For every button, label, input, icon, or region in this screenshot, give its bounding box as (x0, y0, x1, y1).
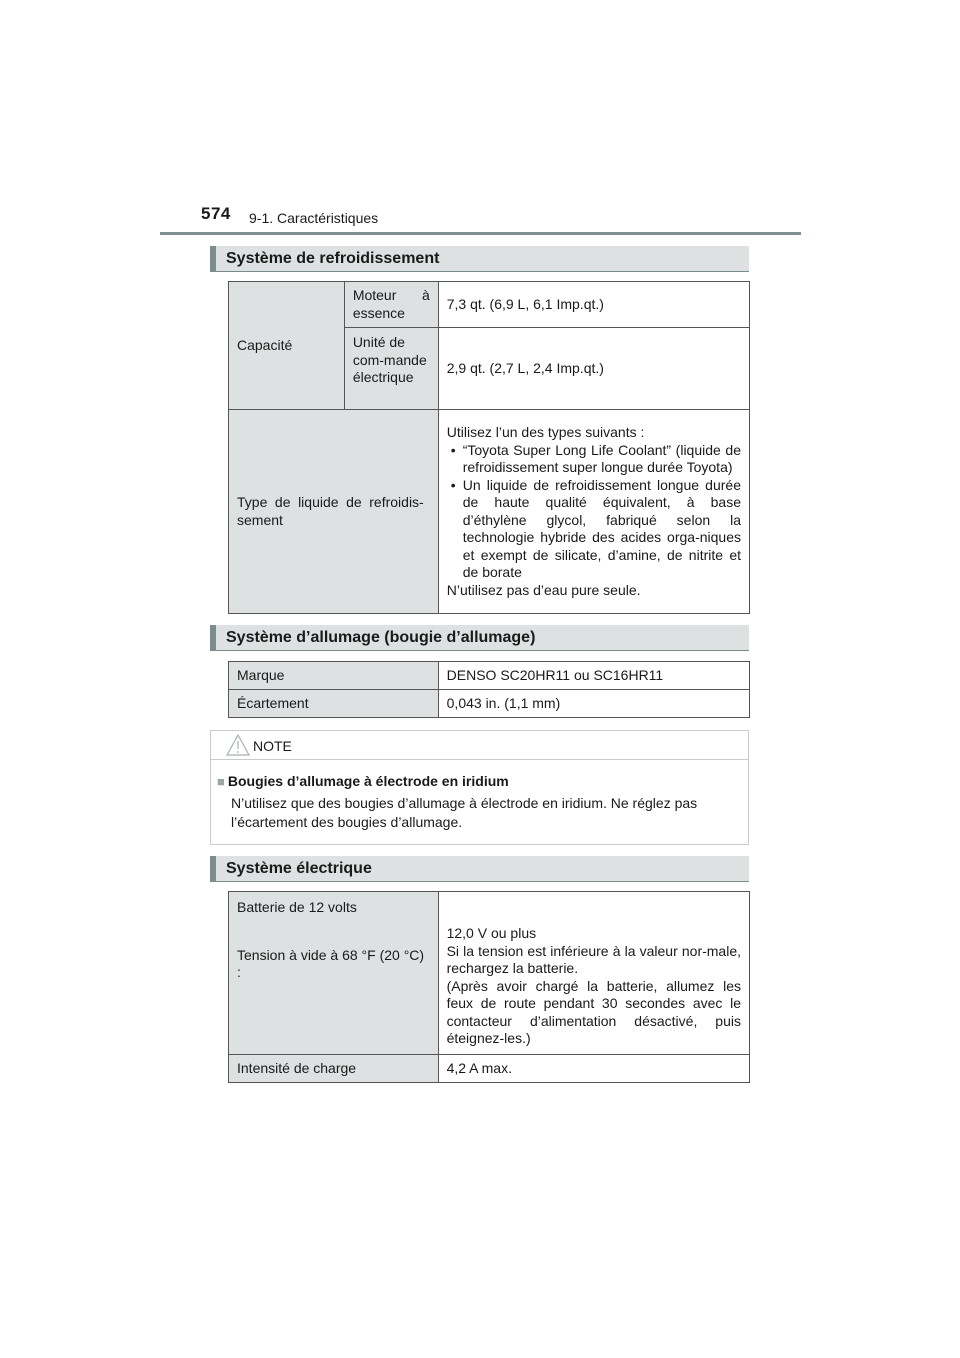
warning-triangle-icon (225, 733, 251, 757)
coolant-intro: Utilisez l’un des types suivants : (446, 424, 645, 440)
note-text: N’utilisez que des bougies d’allumage à électrode en iridium. Ne réglez pas l’écartement des bougies d’allumage. (231, 795, 698, 830)
battery-label: Batterie de 12 volts (237, 899, 357, 915)
chapter-title: 9-1. Caractéristiques (249, 210, 379, 226)
gap-value: 0,043 in. (1,1 mm) (438, 690, 749, 718)
section-header-ignition (210, 625, 749, 651)
note-title (217, 773, 509, 789)
note-box (210, 730, 749, 845)
charge-label: Intensité de charge (229, 1055, 439, 1083)
cooling-table (228, 281, 750, 614)
note-header (211, 731, 748, 760)
voltage-value: 12,0 V ou plus (446, 925, 537, 941)
coolant-label: Type de liquide de refroidis-sement (229, 410, 439, 614)
table-row (229, 690, 750, 718)
voltage-note: Si la tension est inférieure à la valeur nor-male, rechargez la batterie. (446, 942, 741, 976)
brand-label: Marque (229, 662, 439, 690)
section-title: Système électrique (226, 860, 372, 877)
page-number: 574 (201, 204, 231, 223)
square-bullet-icon: ■ (217, 774, 225, 789)
section-title: Système de refroidissement (226, 250, 440, 267)
table-row (229, 1055, 750, 1083)
page-header (160, 204, 801, 236)
capacity-label: Capacité (229, 282, 345, 410)
list-item: • Un liquide de refroidissement longue durée de haute qualité équivalent, à base d’éthylène glycol, fabriqué selon la technologie hybride des acides orga-niques et exempt de silicate, d’amine, de nitrite et de borate (447, 477, 741, 582)
list-item: • “Toyota Super Long Life Coolant” (liquide de refroidissement super longue durée Toyota) (447, 442, 741, 477)
table-row (229, 892, 750, 1055)
table-row (229, 282, 750, 328)
coolant-value (438, 410, 749, 614)
electrical-table (228, 891, 750, 1083)
ignition-table (228, 661, 750, 718)
header-rule (160, 232, 801, 235)
note-label: NOTE (253, 738, 292, 754)
engine-value: 7,3 qt. (6,9 L, 6,1 Imp.qt.) (438, 282, 749, 328)
table-row (229, 410, 750, 614)
voltage-note-2: (Après avoir chargé la batterie, allumez les feux de route pendant 30 secondes avec le contacteur d’alimentation désactivé, puis éteignez-les.) (446, 977, 741, 1046)
battery-cell (229, 892, 439, 1055)
section-title: Système d’allumage (bougie d’allumage) (226, 629, 536, 646)
table-row (229, 662, 750, 690)
section-header-cooling (210, 246, 749, 272)
gap-label: Écartement (229, 690, 439, 718)
engine-label: Moteur à essence (344, 282, 438, 328)
section-header-electrical (210, 856, 749, 882)
brand-value: DENSO SC20HR11 ou SC16HR11 (438, 662, 749, 690)
coolant-warning: N’utilisez pas d’eau pure seule. (446, 581, 641, 598)
note-title-text: Bougies d’allumage à électrode en iridium (227, 773, 509, 789)
coolant-list (447, 442, 741, 582)
pcu-value: 2,9 qt. (2,7 L, 2,4 Imp.qt.) (438, 328, 749, 410)
charge-value: 4,2 A max. (438, 1055, 749, 1083)
voltage-label: Tension à vide à 68 °F (20 °C) : (237, 946, 425, 980)
voltage-cell (438, 892, 749, 1055)
pcu-label: Unité de com-mande électrique (344, 328, 438, 410)
